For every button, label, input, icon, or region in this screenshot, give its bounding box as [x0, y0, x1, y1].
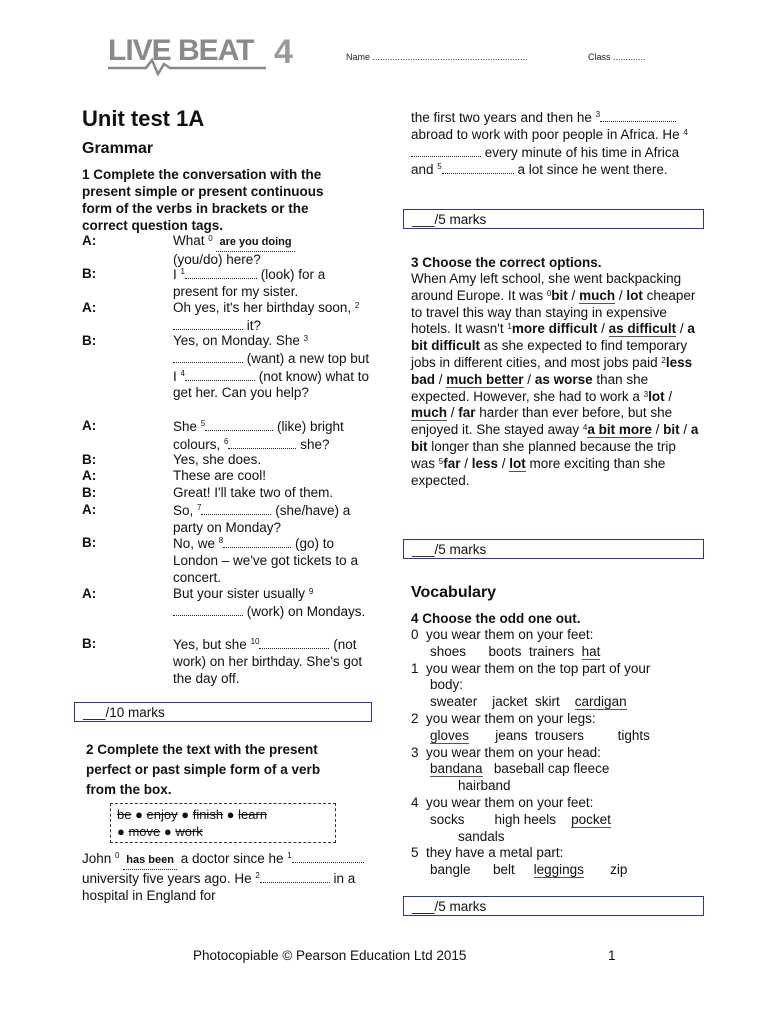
- ex2-gap-1[interactable]: [292, 850, 364, 863]
- class-field[interactable]: Class .............: [588, 52, 646, 62]
- ex3-marks-box[interactable]: ___/5 marks: [403, 539, 704, 559]
- gap-5[interactable]: [205, 418, 273, 431]
- ex2-marks-box[interactable]: ___/5 marks: [403, 209, 704, 229]
- ex1-marks-box[interactable]: ___/10 marks: [74, 702, 372, 722]
- box-word: enjoy: [146, 807, 178, 822]
- list-item: 5 they have a metal part:: [411, 845, 564, 861]
- footer-copyright: Photocopiable © Pearson Education Ltd 2015: [193, 948, 467, 963]
- box-word: finish: [192, 807, 224, 822]
- box-word: work: [175, 824, 203, 839]
- ex2-gap-2[interactable]: [260, 870, 330, 883]
- gap-4[interactable]: [185, 368, 255, 381]
- gap-2[interactable]: [173, 317, 243, 330]
- ex3-instruction: 3 Choose the correct options.: [411, 255, 602, 270]
- ex4-instruction: 4 Choose the odd one out.: [411, 611, 581, 626]
- gap-10[interactable]: [259, 636, 329, 649]
- livebeat-logo: [106, 30, 306, 78]
- list-item: gloves jeans trousers tights: [430, 727, 650, 743]
- list-item: socks high heels pocket: [430, 811, 611, 827]
- name-field[interactable]: Name ..............................................................: [346, 52, 528, 62]
- word-box: be ● enjoy ● finish ● learn ● move ● work: [110, 803, 336, 843]
- ex2-text: John $^0$ has been a doctor since he $^1$ university five years ago. He $^2$ in a hospital in England for: [82, 850, 372, 904]
- ex2-instruction: 2 Complete the text with the present perfect or past simple form of a verb from the box.: [86, 742, 321, 797]
- list-item: sweater jacket skirt cardigan: [430, 694, 627, 710]
- ex2-text-continued: the first two years and then he $^3$ abroad to work with poor people in Africa. He $^4$ every minute of his time in Africa and $^5$ a lot since he went there.: [411, 110, 688, 178]
- box-word: move: [128, 824, 161, 839]
- list-item: 1 you wear them on the top part of your: [411, 660, 651, 676]
- list-item: sandals: [458, 828, 505, 844]
- gap-1[interactable]: [185, 266, 257, 279]
- list-item: 4 you wear them on your feet:: [411, 794, 594, 810]
- ex3-text: When Amy left school, she went backpacking around Europe. It was $^0$bit / much / lot cheaper to travel this way than staying in expensive hotels. It wasn't $^1$more difficult / as difficult / a bit difficult as she expected to find temporary jobs in different cities, and most jobs paid $^2$less bad / much better / as worse than she expected. However, she had to work a $^3$lot / much / far harder than ever before, but she enjoyed it. She stayed away $^4$a bit more / bit / a bit longer than she planned because the trip was $^5$far / less / lot more exciting than she expected.: [411, 271, 699, 488]
- ex4-marks-box[interactable]: ___/5 marks: [403, 896, 704, 916]
- svg-text:LIVE BEAT: LIVE BEAT: [108, 34, 254, 67]
- vocabulary-heading: Vocabulary: [411, 584, 497, 601]
- answer-0: are you doing: [216, 234, 294, 252]
- list-item: 2 you wear them on your legs:: [411, 710, 596, 726]
- gap-8[interactable]: [223, 535, 291, 548]
- list-item: 3 you wear them on your head:: [411, 744, 601, 760]
- list-item: hairband: [458, 778, 511, 794]
- page-number: 1: [608, 948, 616, 963]
- gap-9[interactable]: [173, 603, 243, 616]
- list-item: bangle belt leggings zip: [430, 862, 628, 878]
- list-item: bandana baseball cap fleece: [430, 761, 610, 777]
- list-item: 0 you wear them on your feet:: [411, 627, 594, 642]
- box-word: learn: [238, 807, 268, 822]
- svg-text:4: 4: [274, 33, 293, 71]
- list-item: shoes boots trainers hat: [430, 643, 601, 659]
- ex2-gap-4[interactable]: [411, 144, 481, 157]
- grammar-heading: Grammar: [82, 140, 154, 157]
- ex2-answer-0: has been: [123, 852, 177, 870]
- ex2-gap-3[interactable]: [600, 109, 676, 122]
- ex2-gap-5[interactable]: [442, 161, 514, 174]
- box-word: be: [117, 807, 132, 822]
- ex4-items: [411, 627, 711, 879]
- page-title: Unit test 1A: [82, 106, 205, 131]
- gap-7[interactable]: [201, 502, 271, 515]
- ex1-instruction: 1 Complete the conversation with the present simple or present continuous form of the verbs in brackets or the correct question tags.: [82, 167, 324, 233]
- gap-3[interactable]: [173, 350, 243, 363]
- list-item: body:: [430, 677, 464, 693]
- gap-6[interactable]: [228, 436, 296, 449]
